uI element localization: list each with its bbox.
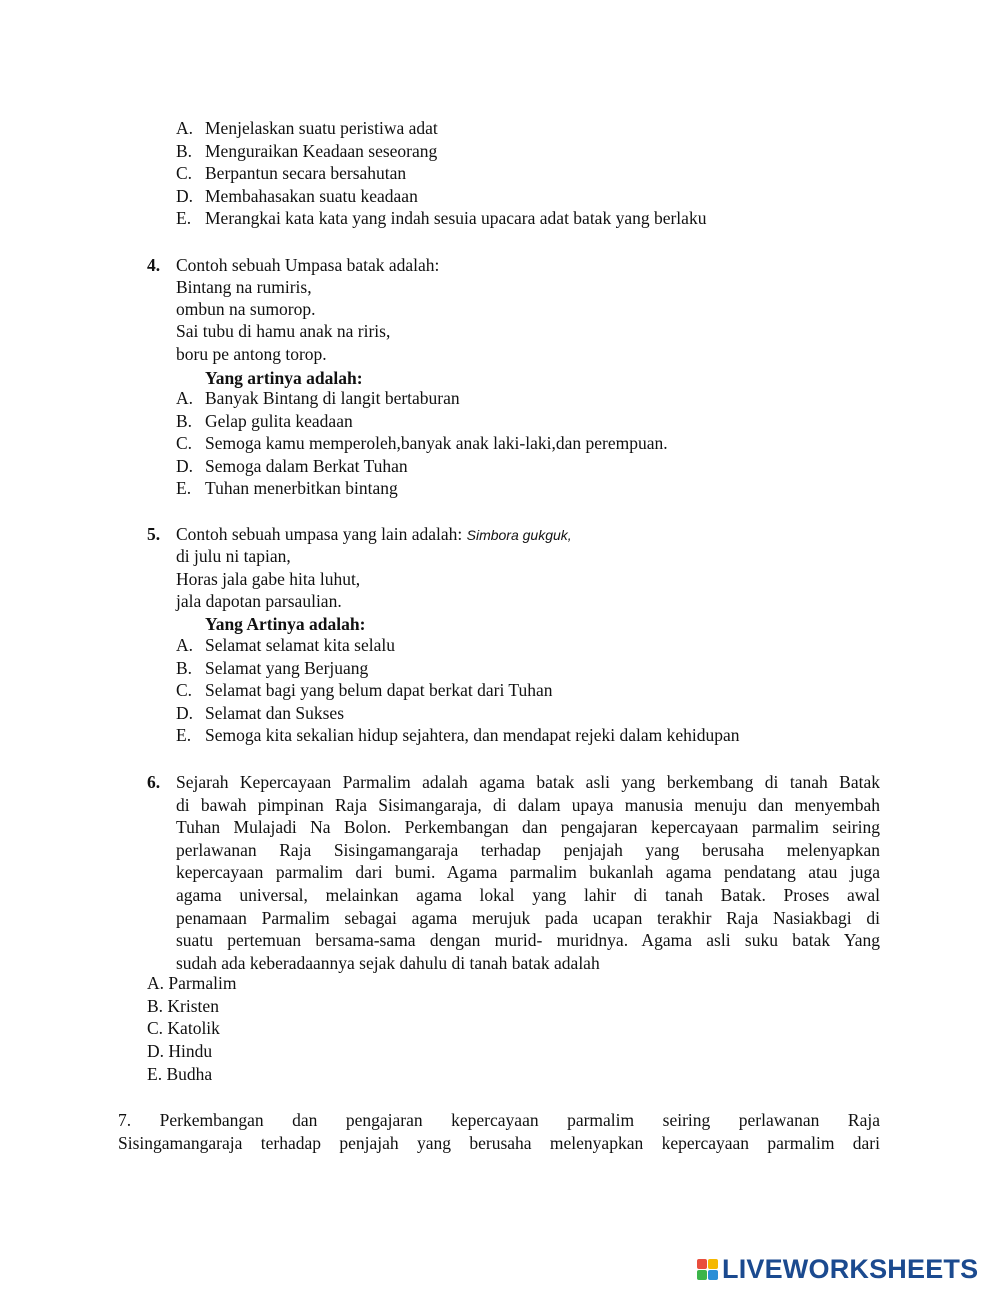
q5-option-c[interactable]: C. Selamat bagi yang belum dapat berkat dari Tuhan [176, 680, 553, 700]
q7-line: Sisingamangaraja terhadap penjajah yang berusaha melenyapkan kepercayaan parmalim dari [118, 1132, 880, 1153]
q3-option-b[interactable]: B. Menguraikan Keadaan seseorang [176, 141, 438, 161]
q6-option-d[interactable]: D. Hindu [147, 1041, 213, 1061]
q4-number: 4. [147, 255, 161, 275]
q5-option-e[interactable]: E. Semoga kita sekalian hidup sejahtera, dan mendapat rejeki dalam kehidupan [176, 725, 740, 745]
q6-option-a[interactable]: A. Parmalim [147, 973, 237, 993]
q6-number: 6. [147, 772, 161, 792]
q4-option-c[interactable]: C. Semoga kamu memperoleh,banyak anak laki-laki,dan perempuan. [176, 433, 668, 453]
q7-line: 7. Perkembangan dan pengajaran kepercayaan parmalim seiring perlawanan Raja [118, 1110, 880, 1130]
q5-prompt: Contoh sebuah umpasa yang lain adalah: Simbora gukguk, [176, 524, 572, 544]
q4-option-d[interactable]: D. Semoga dalam Berkat Tuhan [176, 456, 408, 476]
q5-verse-line: jala dapotan parsaulian. [176, 591, 342, 611]
q3-option-a[interactable]: A. Menjelaskan suatu peristiwa adat [176, 118, 438, 138]
q4-option-b[interactable]: B. Gelap gulita keadaan [176, 411, 353, 431]
logo-tile [697, 1259, 707, 1269]
logo-tile [708, 1270, 718, 1280]
q6-line: Sejarah Kepercayaan Parmalim adalah agama batak asli yang berkembang di tanah Batak [176, 772, 880, 792]
q4-verse-line: Bintang na rumiris, [176, 277, 312, 297]
q4-meaning-label: Yang artinya adalah: [205, 368, 363, 388]
q6-line: sudah ada keberadaannya sejak dahulu di tanah batak adalah [176, 952, 600, 973]
q3-option-d[interactable]: D. Membahasakan suatu keadaan [176, 186, 418, 206]
logo-text: LIVEWORKSHEETS [722, 1253, 979, 1284]
q6-line: agama universal, melainkan agama lokal yang lahir di tanah Batak. Proses awal [176, 884, 880, 905]
liveworksheets-logo-icon [697, 1259, 718, 1280]
q5-verse-line: di julu ni tapian, [176, 546, 291, 566]
q6-line: di bawah pimpinan Raja Sisimangaraja, di dalam upaya manusia menuju dan menyembah [176, 794, 880, 815]
q4-option-e[interactable]: E. Tuhan menerbitkan bintang [176, 478, 398, 498]
q5-number: 5. [147, 524, 161, 544]
q6-line: perlawanan Raja Sisingamangaraja terhadap penjajah yang berusaha melenyapkan [176, 839, 880, 860]
q5-option-d[interactable]: D. Selamat dan Sukses [176, 703, 345, 723]
q6-line: Tuhan Mulajadi Na Bolon. Perkembangan dan pengajaran kepercayaan parmalim seiring [176, 817, 880, 838]
logo-tile [697, 1270, 707, 1280]
q4-verse-line: ombun na sumorop. [176, 299, 316, 319]
q5-option-b[interactable]: B. Selamat yang Berjuang [176, 658, 369, 678]
q6-option-b[interactable]: B. Kristen [147, 996, 219, 1016]
question-7 [118, 1109, 880, 1154]
q4-option-a[interactable]: A. Banyak Bintang di langit bertaburan [176, 388, 460, 408]
q4-verse-line: Sai tubu di hamu anak na riris, [176, 321, 391, 341]
q6-line: kepercayaan parmalim dari bumi. Agama parmalim bukanlah agama pendatang atau juga [176, 862, 880, 883]
q6-option-e[interactable]: E. Budha [147, 1064, 213, 1084]
q6-option-c[interactable]: C. Katolik [147, 1018, 220, 1038]
q3-option-e[interactable]: E. Merangkai kata kata yang indah sesuia upacara adat batak yang berlaku [176, 208, 707, 228]
q5-option-a[interactable]: A. Selamat selamat kita selalu [176, 635, 396, 655]
q3-option-c[interactable]: C. Berpantun secara bersahutan [176, 163, 407, 183]
q4-prompt: Contoh sebuah Umpasa batak adalah: [176, 255, 440, 275]
q5-meaning-label: Yang Artinya adalah: [205, 614, 366, 634]
logo-tile [708, 1259, 718, 1269]
q5-verse-line: Horas jala gabe hita luhut, [176, 569, 361, 589]
q6-line: suatu pertemuan bersama-sama dengan murid- muridnya. Agama asli suku batak Yang [176, 930, 880, 951]
q4-verse-line: boru pe antong torop. [176, 344, 327, 364]
liveworksheets-logo [697, 1254, 978, 1284]
q6-paragraph [176, 771, 880, 974]
q6-line: penamaan Parmalim sebagai agama merujuk pada ucapan terakhir Raja Nasiakbagi di [176, 907, 880, 928]
